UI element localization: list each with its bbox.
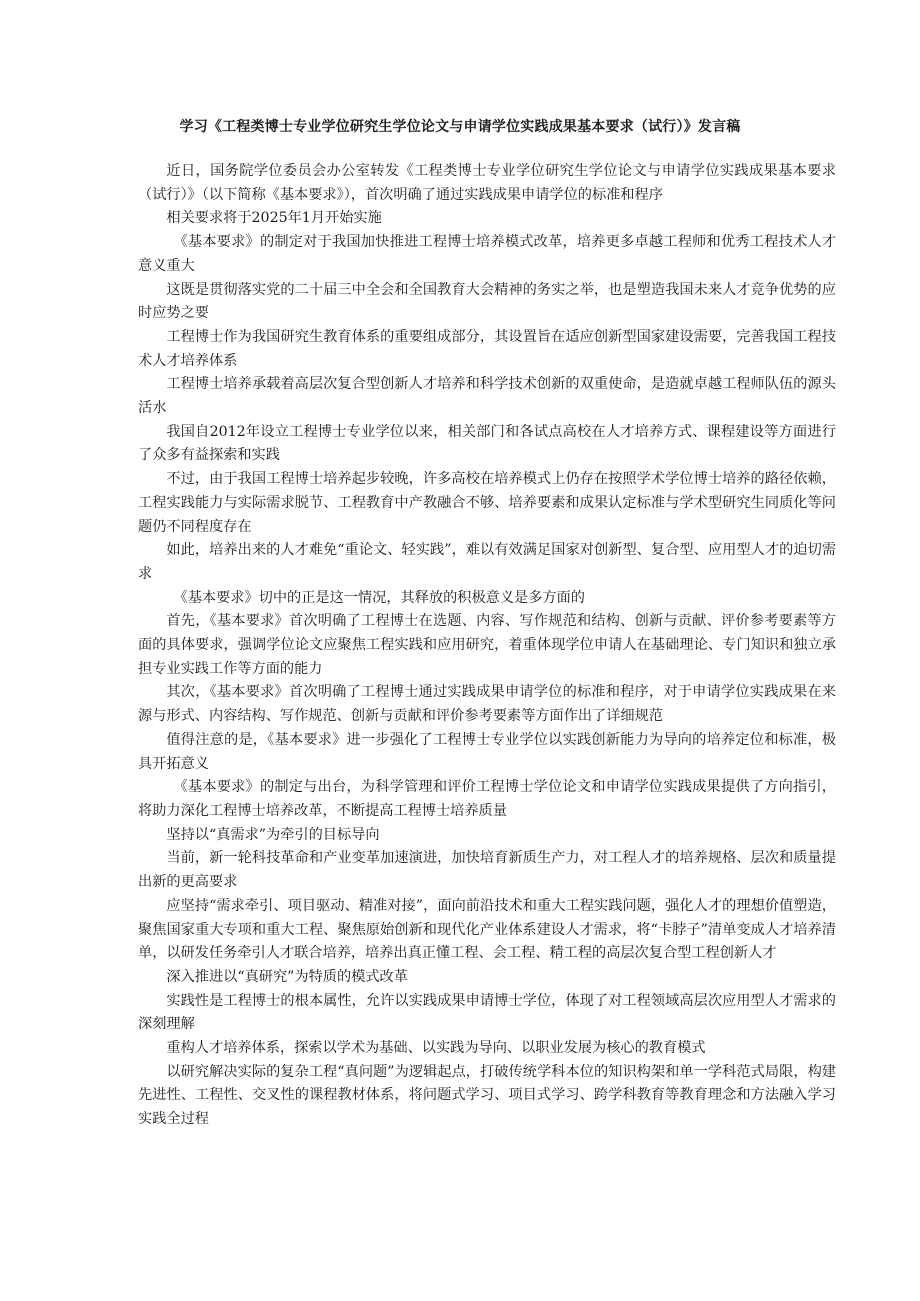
paragraph: 坚持以“真需求”为牵引的目标导向 bbox=[166, 826, 380, 843]
paragraph: 工程博士培养承载着高层次复合型创新人才培养和科学技术创新的双重使命，是造就卓越工程师队伍的源头活水 bbox=[138, 376, 836, 417]
paragraph: 其次，《基本要求》首次明确了工程博士通过实践成果申请学位的标准和程序，对于申请学位实践成果在来源与形式、内容结构、写作规范、创新与贡献和评价参考要素等方面作出了详细规范 bbox=[138, 684, 836, 725]
paragraph: 这既是贯彻落实党的二十届三中全会和全国教育大会精神的务实之举，也是塑造我国未来人才竞争优势的应时应势之要 bbox=[138, 281, 836, 322]
paragraph: 首先，《基本要求》首次明确了工程博士在选题、内容、写作规范和结构、创新与贡献、评价参考要素等方面的具体要求，强调学位论文应聚焦工程实践和应用研究，着重体现学位申请人在基础理论、专门知识和独立承担专业实践工作等方面的能力 bbox=[138, 613, 836, 677]
paragraph: 不过，由于我国工程博士培养起步较晚，许多高校在培养模式上仍存在按照学术学位博士培养的路径依赖，工程实践能力与实际需求脱节、工程教育中产教融合不够、培养要素和成果认定标准与学术型研究生同质化等问题仍不同程度存在 bbox=[138, 471, 836, 535]
paragraph: 《基本要求》的制定与出台，为科学管理和评价工程博士学位论文和申请学位实践成果提供了方向指引，将助力深化工程博士培养改革，不断提高工程博士培养质量 bbox=[138, 779, 836, 819]
paragraph: 相关要求将于2025年1月开始实施 bbox=[166, 210, 382, 227]
paragraph: 值得注意的是，《基本要求》进一步强化了工程博士专业学位以实践创新能力为导向的培养定位和标准，极具开拓意义 bbox=[138, 731, 836, 772]
paragraph: 近日，国务院学位委员会办公室转发《工程类博士专业学位研究生学位论文与申请学位实践成果基本要求（试行）》（以下简称《基本要求》），首次明确了通过实践成果申请学位的标准和程序 bbox=[138, 163, 836, 203]
paragraph: 《基本要求》切中的正是这一情况，其释放的积极意义是多方面的 bbox=[173, 589, 585, 606]
paragraph: 深入推进以“真研究”为特质的模式改革 bbox=[166, 968, 408, 985]
paragraph: 当前，新一轮科技革命和产业变革加速演进，加快培育新质生产力，对工程人才的培养规格、层次和质量提出新的更高要求 bbox=[138, 850, 836, 891]
paragraph: 如此，培养出来的人才难免“重论文、轻实践”，难以有效满足国家对创新型、复合型、应用型人才的迫切需求 bbox=[138, 542, 836, 582]
paragraph: 实践性是工程博士的根本属性，允许以实践成果申请博士学位，体现了对工程领域高层次应用型人才需求的深刻理解 bbox=[138, 992, 836, 1033]
document-title: 学习《工程类博士专业学位研究生学位论文与申请学位实践成果基本要求（试行）》发言稿 bbox=[179, 119, 741, 135]
paragraph: 《基本要求》的制定对于我国加快推进工程博士培养模式改革，培养更多卓越工程师和优秀工程技术人才意义重大 bbox=[138, 234, 836, 274]
paragraph: 以研究解决实际的复杂工程“真问题”为逻辑起点，打破传统学科本位的知识构架和单一学科范式局限，构建先进性、工程性、交叉性的课程教材体系，将问题式学习、项目式学习、跨学科教育等教育理念和方法融入学习实践全过程 bbox=[138, 1063, 836, 1128]
paragraph: 工程博士作为我国研究生教育体系的重要组成部分，其设置旨在适应创新型国家建设需要，完善我国工程技术人才培养体系 bbox=[138, 328, 836, 369]
paragraph: 我国自2012年设立工程博士专业学位以来，相关部门和各试点高校在人才培养方式、课程建设等方面进行了众多有益探索和实践 bbox=[138, 423, 836, 464]
document-body bbox=[138, 160, 836, 1132]
paragraph: 重构人才培养体系，探索以学术为基础、以实践为导向、以职业发展为核心的教育模式 bbox=[166, 1040, 706, 1057]
paragraph: 应坚持“需求牵引、项目驱动、精准对接”，面向前沿技术和重大工程实践问题，强化人才的理想价值塑造，聚焦国家重大专项和重大工程、聚焦原始创新和现代化产业体系建设人才需求，将“卡脖子”清单变成人才培养清单，以研发任务牵引人才联合培养，培养出真正懂工程、会工程、精工程的高层次复合型工程创新人才 bbox=[138, 897, 836, 962]
